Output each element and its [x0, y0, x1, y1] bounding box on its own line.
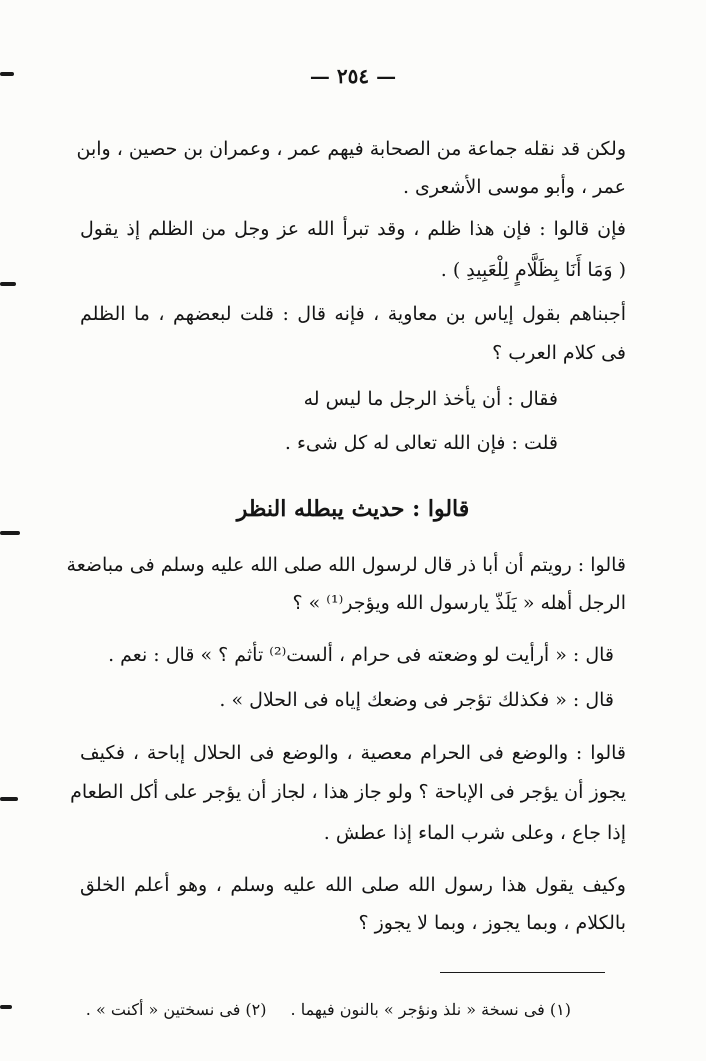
scan-edge-mark: [0, 282, 16, 286]
text-line: عمر ، وأبو موسى الأشعرى .: [402, 176, 626, 198]
text-line: فقال : أن يأخذ الرجل ما ليس له: [303, 388, 558, 410]
text-line: بالكلام ، وبما يجوز ، وبما لا يجوز ؟: [358, 912, 626, 934]
text-line: فإن قالوا : فإن هذا ظلم ، وقد تبرأ الله عز وجل من الظلم إذ يقول: [80, 218, 626, 240]
text-line: الرجل أهله « يَلَذّ يارسول الله ويؤجر⁽¹⁾ » ؟: [292, 592, 626, 614]
text-line: يجوز أن يؤجر فى الإباحة ؟ ولو جاز هذا ، لجاز أن يؤجر على أكل الطعام: [70, 781, 626, 803]
text-line: قلت : فإن الله تعالى له كل شىء .: [284, 432, 558, 454]
footnote-1: (١) فى نسخة « نلذ ونؤجر » بالنون فيهما .: [290, 1000, 571, 1019]
text-line: أجبناهم بقول إياس بن معاوية ، فإنه قال : قلت لبعضهم ، ما الظلم: [80, 303, 626, 325]
text-line: ولكن قد نقله جماعة من الصحابة فيهم عمر ، وعمران بن حصين ، وابن: [76, 138, 626, 160]
text-line: قالوا : رويتم أن أبا ذر قال لرسول الله صلى الله عليه وسلم فى مباضعة: [66, 554, 626, 576]
quran-verse-line: ( وَمَا أَنَا بِظَلَّامٍ لِلْعَبِيدِ ) .: [440, 259, 626, 281]
scan-edge-mark: [0, 1005, 12, 1009]
page-number: — ٢٥٤ —: [309, 64, 397, 88]
text-line: إذا جاع ، وعلى شرب الماء إذا عطش .: [323, 822, 626, 844]
scan-edge-mark: [0, 531, 20, 535]
text-line: قال : « أرأيت لو وضعته فى حرام ، ألست⁽²⁾ تأثم ؟ » قال : نعم .: [108, 644, 614, 666]
text-line: قال : « فكذلك تؤجر فى وضعك إياه فى الحلال » .: [219, 689, 614, 711]
footnotes: [86, 996, 571, 1024]
footnote-2: (٢) فى نسختين « أكنت » .: [85, 1000, 267, 1019]
text-line: فى كلام العرب ؟: [492, 342, 626, 364]
text-line: قالوا : والوضع فى الحرام معصية ، والوضع فى الحلال إباحة ، فكيف: [80, 742, 626, 764]
scan-edge-mark: [0, 797, 18, 801]
section-heading: قالوا : حديث يبطله النظر: [236, 496, 470, 522]
footnote-divider: [440, 972, 605, 973]
text-line: وكيف يقول هذا رسول الله صلى الله عليه وسلم ، وهو أعلم الخلق: [80, 874, 626, 896]
